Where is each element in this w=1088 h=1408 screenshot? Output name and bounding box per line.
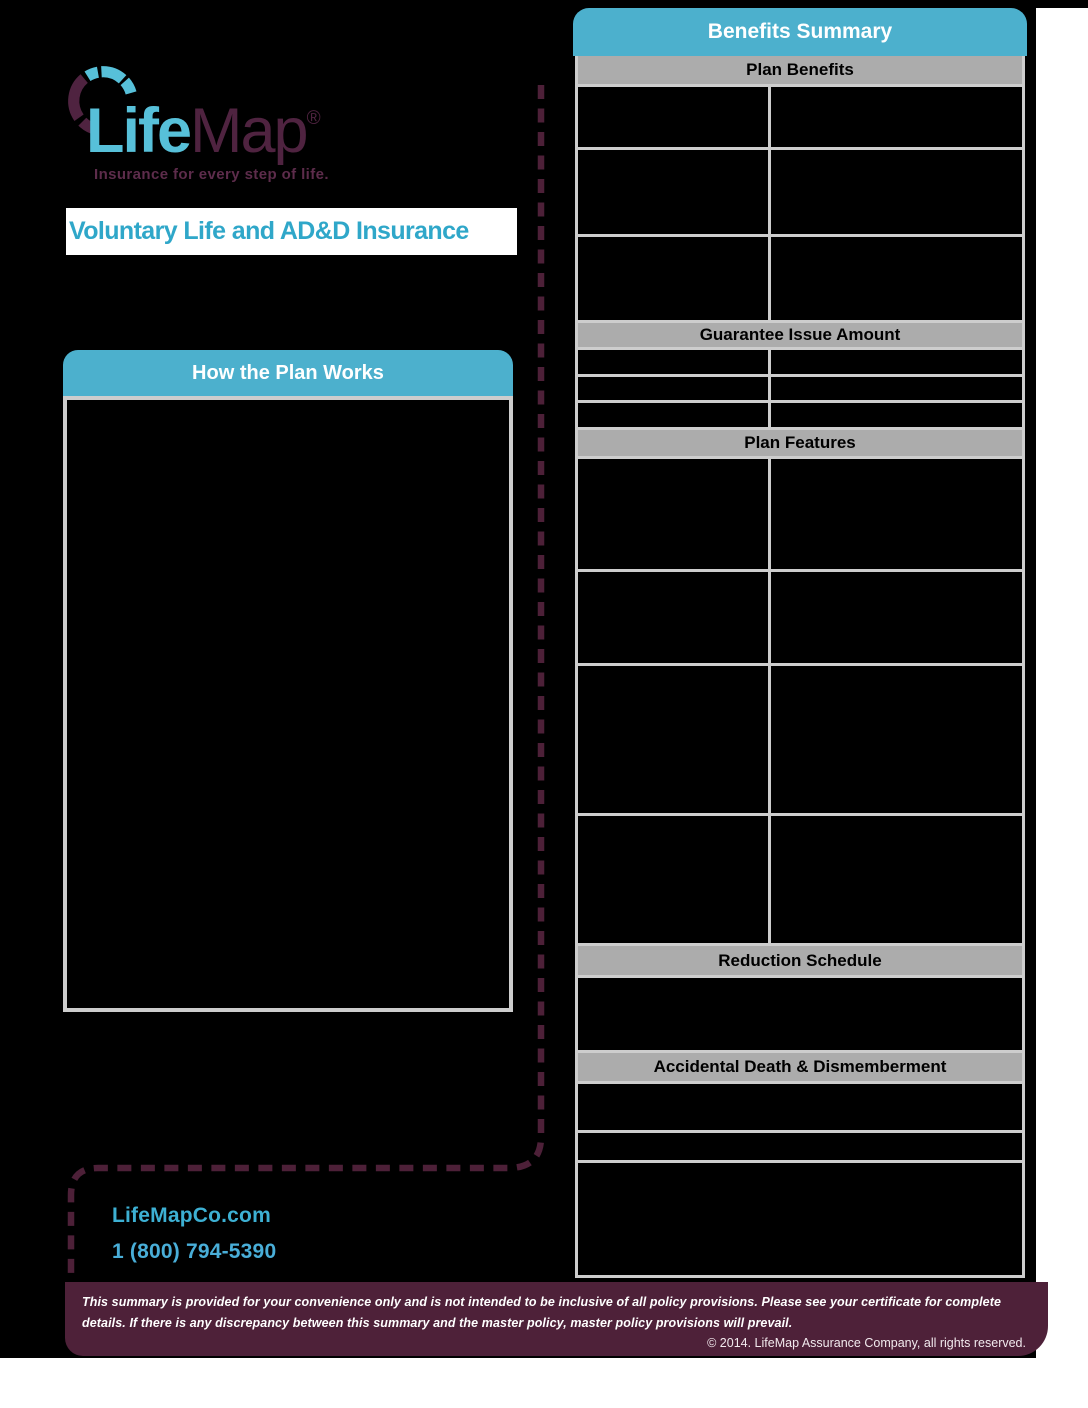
table-row: [578, 816, 1022, 943]
phone-number[interactable]: 1 (800) 794-5390: [112, 1240, 277, 1263]
redacted-cell: [578, 1084, 1022, 1130]
redacted-cell: [578, 237, 768, 320]
redacted-cell: [578, 87, 768, 147]
benefits-summary-header: [573, 8, 1027, 56]
section-header-plan-features: Plan Features: [578, 430, 1022, 456]
redacted-cell: [771, 403, 1022, 427]
logo-map-text: Map: [190, 96, 307, 166]
redacted-cell: [578, 1133, 1022, 1160]
page-margin-right: [1036, 8, 1088, 1408]
product-title: Voluntary Life and AD&D Insurance: [69, 217, 469, 245]
product-title-box: [66, 208, 517, 255]
table-row: [578, 403, 1022, 427]
redacted-cell: [771, 237, 1022, 320]
how-plan-works-header: [63, 350, 513, 396]
redacted-cell: [771, 459, 1022, 569]
redacted-cell: [771, 350, 1022, 374]
table-row: [578, 87, 1022, 147]
benefits-summary-panel: [573, 8, 1027, 1278]
lifemap-logo-wordmark: [86, 86, 321, 164]
website-link[interactable]: LifeMapCo.com: [112, 1204, 271, 1227]
page-margin-bottom: [0, 1358, 1088, 1408]
section-header-plan-benefits: Plan Benefits: [578, 56, 1022, 84]
redacted-cell: [578, 816, 768, 943]
footer-copyright: © 2014. LifeMap Assurance Company, all rights reserved.: [707, 1336, 1026, 1350]
table-row: [578, 350, 1022, 374]
table-row: [578, 150, 1022, 234]
redacted-cell: [578, 666, 768, 813]
footer-disclaimer: This summary is provided for your convenience only and is not intended to be inclusive of all policy provisions. Please see your certificate for complete details. If there is any discrepancy between this summary and the master policy, master policy provisions will prevail.: [82, 1295, 1002, 1330]
table-row: [578, 666, 1022, 813]
section-header-guarantee-issue: Guarantee Issue Amount: [578, 323, 1022, 347]
table-row: [578, 237, 1022, 320]
redacted-cell: [771, 377, 1022, 400]
section-header-reduction-schedule: Reduction Schedule: [578, 946, 1022, 975]
section-header-add: Accidental Death & Dismemberment: [578, 1053, 1022, 1081]
how-plan-works-title: How the Plan Works: [192, 362, 384, 384]
redacted-cell: [771, 150, 1022, 234]
redacted-cell: [771, 87, 1022, 147]
footer-bar: [65, 1282, 1048, 1356]
logo-tagline: Insurance for every step of life.: [94, 166, 329, 183]
redacted-cell: [578, 377, 768, 400]
registered-mark: ®: [306, 108, 321, 129]
table-row: [578, 459, 1022, 569]
redacted-cell: [578, 978, 1022, 1050]
redacted-cell: [578, 350, 768, 374]
redacted-cell: [578, 1163, 1022, 1275]
redacted-cell: [578, 572, 768, 663]
redacted-cell: [771, 572, 1022, 663]
how-plan-works-redacted-body: [63, 396, 513, 1012]
redacted-cell: [578, 403, 768, 427]
logo-life-text: Life: [86, 96, 191, 166]
redacted-cell: [771, 816, 1022, 943]
benefits-summary-title: Benefits Summary: [707, 20, 893, 43]
redacted-cell: [578, 150, 768, 234]
table-row: [578, 377, 1022, 400]
table-row: [578, 572, 1022, 663]
benefits-table: [575, 56, 1025, 1278]
redacted-cell: [771, 666, 1022, 813]
redacted-cell: [578, 459, 768, 569]
